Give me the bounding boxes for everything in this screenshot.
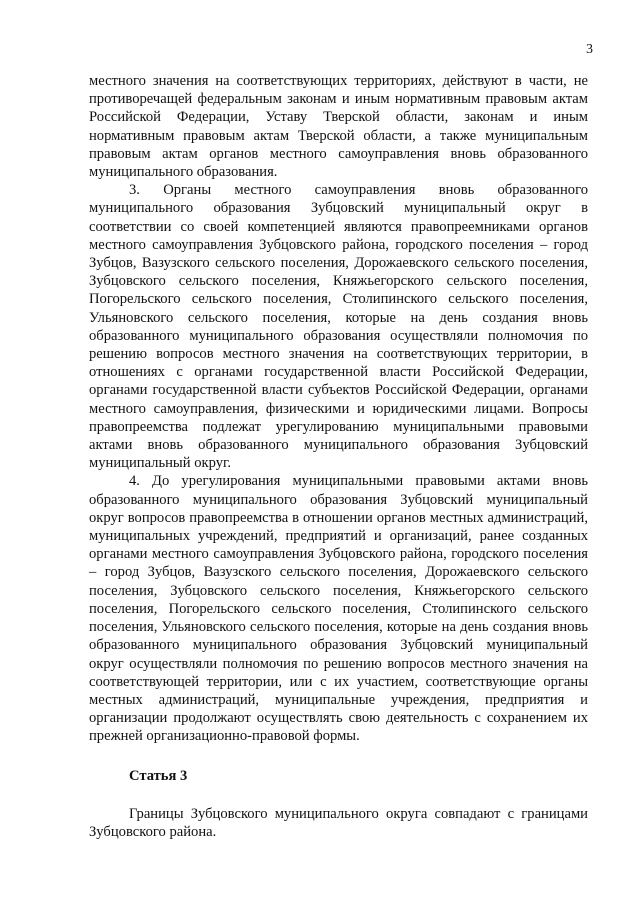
paragraph-continuation: местного значения на соответствующих территориях, действуют в части, не противоречащей федеральным законам и иным нормативным правовым актам Российской Федерации, Уставу Тверской области, законам и иным нормативным правовым актам Тверской области, а также муниципальным правовым актам органов местного самоуправления вновь образованного муниципального образования. bbox=[89, 73, 588, 181]
document-body bbox=[89, 72, 588, 841]
paragraph-clause-4: 4. До урегулирования муниципальными правовыми актами вновь образованного муниципального образования Зубцовский муниципальный округ вопросов правопреемства в отношении органов местных администраций, муниципальных учреждений, предприятий и организаций, ранее созданных органами местного самоуправления Зубцовского района, городского поселения – город Зубцов, Вазузского сельского поселения, Дорожаевского сельского поселения, Зубцовского сельского поселения, Княжьегорского сельского поселения, Погорельского сельского поселения, Столипинского сельского поселения, Ульяновского сельского поселения, которые на день создания вновь образованного муниципального образования Зубцовский муниципальный округ осуществляли полномочия по решению вопросов местного значения на соответствующей территории, или с их участием, соответствующие органы местных администраций, муниципальные учреждения, предприятия и организации продолжают осуществлять свою деятельность с сохранением их прежней организационно-правовой формы. bbox=[89, 473, 588, 745]
article-3-text: Границы Зубцовского муниципального округа совпадают с границами Зубцовского района. bbox=[89, 805, 588, 840]
article-3-heading: Статья 3 bbox=[129, 767, 188, 784]
paragraph-clause-3: 3. Органы местного самоуправления вновь образованного муниципального образования Зубцовский муниципальный округ в соответствии со своей компетенцией являются правопреемниками органов местного самоуправления Зубцовского района, городского поселения – город Зубцов, Вазузского сельского поселения, Дорожаевского сельского поселения, Зубцовского сельского поселения, Княжьегорского сельского поселения, Погорельского сельского поселения, Столипинского сельского поселения, Ульяновского сельского поселения, которые на день создания вновь образованного муниципального образования осуществляли полномочия по решению вопросов местного значения на соответствующих территории, в отношениях с органами государственной власти Российской Федерации, органами государственной власти субъектов Российской Федерации, органами местного самоуправления, физическими и юридическими лицами. Вопросы правопреемства подлежат урегулированию муниципальными правовыми актами вновь образованного муниципального образования Зубцовский муниципальный округ. bbox=[89, 182, 588, 472]
page-number: 3 bbox=[586, 42, 593, 57]
